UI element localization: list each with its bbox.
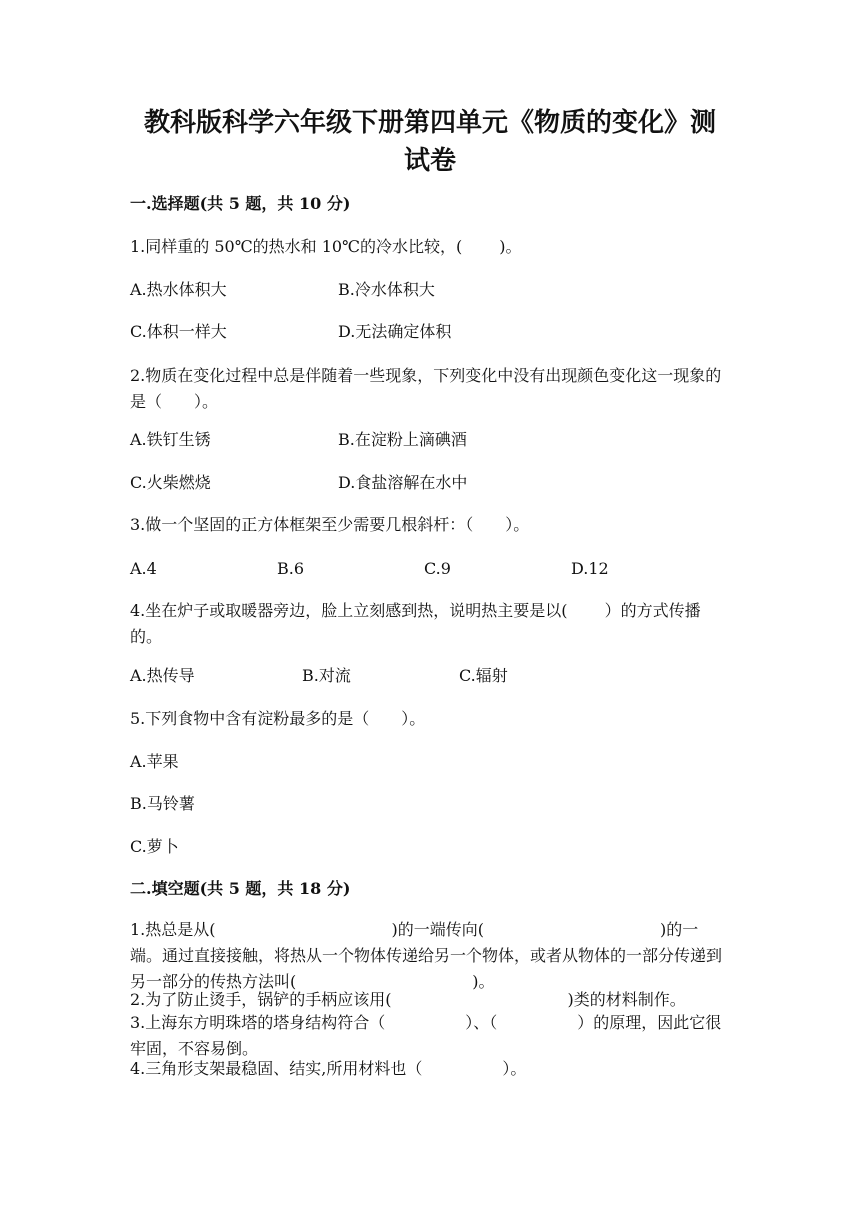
- option-b: B.6: [277, 559, 305, 578]
- option-c: C.9: [424, 559, 451, 578]
- option-a: A.苹果: [130, 752, 179, 771]
- question-1-3-stem: 3.做一个坚固的正方体框架至少需要几根斜杆：（ ）。: [130, 515, 530, 534]
- option-b: B.对流: [302, 666, 351, 685]
- option-c: C.火柴燃烧: [130, 473, 211, 492]
- option-d: D.食盐溶解在水中: [338, 473, 468, 492]
- question-1-2-stem: 2.物质在变化过程中总是伴随着一些现象，下列变化中没有出现颜色变化这一现象的是（ ）。: [130, 366, 722, 411]
- document-title: [130, 104, 730, 180]
- option-c: C.体积一样大: [130, 322, 227, 341]
- question-2-1: 1.热总是从( )的一端传向( )的一端。通过直接接触，将热从一个物体传递给另一个物体，或者从物体的一部分传递到另一部分的传热方法叫( )。: [130, 920, 723, 991]
- option-c: C.萝卜: [130, 837, 179, 856]
- title-line-2: 试卷: [403, 146, 456, 176]
- option-a: A.铁钉生锈: [130, 430, 211, 449]
- option-b: B.马铃薯: [130, 794, 195, 813]
- question-1-1-stem: 1.同样重的 50℃的热水和 10℃的冷水比较，( )。: [130, 237, 522, 256]
- option-c: C.辐射: [459, 666, 508, 685]
- question-1-5-stem: 5.下列食物中含有淀粉最多的是（ ）。: [130, 709, 426, 728]
- section-2-heading: 二.填空题(共 5 题，共 18 分): [130, 879, 351, 898]
- option-d: D.12: [571, 559, 609, 578]
- title-line-1: 教科版科学六年级下册第四单元《物质的变化》测: [143, 108, 716, 138]
- question-2-2: 2.为了防止烫手，锅铲的手柄应该用( )类的材料制作。: [130, 990, 686, 1009]
- option-d: D.无法确定体积: [338, 322, 452, 341]
- question-2-4: 4.三角形支架最稳固、结实,所用材料也（ ）。: [130, 1059, 527, 1078]
- option-b: B.在淀粉上滴碘酒: [338, 430, 467, 449]
- question-2-3: 3.上海东方明珠塔的塔身结构符合（ ）、（ ）的原理，因此它很牢固，不容易倒。: [130, 1013, 722, 1058]
- question-1-4-stem: 4.坐在炉子或取暖器旁边，脸上立刻感到热，说明热主要是以( ）的方式传播的。: [130, 601, 701, 646]
- option-b: B.冷水体积大: [338, 280, 435, 299]
- option-a: A.热水体积大: [130, 280, 227, 299]
- option-a: A.4: [130, 559, 157, 578]
- section-1-heading: 一.选择题(共 5 题，共 10 分): [130, 194, 351, 213]
- option-a: A.热传导: [130, 666, 195, 685]
